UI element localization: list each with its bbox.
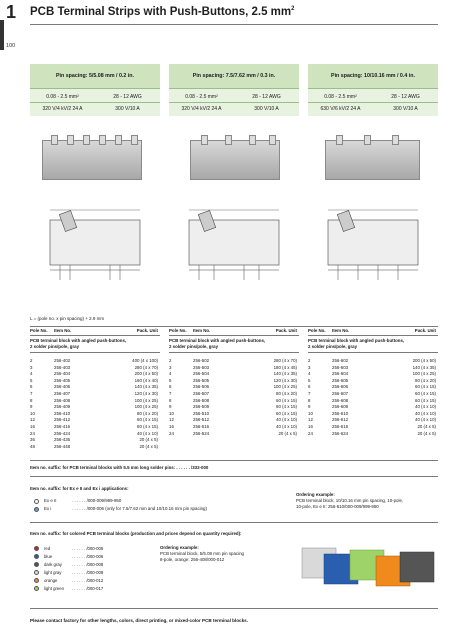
color-ordering-example: [160, 545, 244, 563]
column-header-item: Item No.: [332, 328, 350, 333]
header-rule: [308, 335, 438, 336]
pack-unit: 40 (4 x 10): [415, 410, 436, 416]
color-name: light green: [44, 586, 65, 591]
page-title-text: PCB Terminal Strips with Push-Buttons, 2.5 mm: [30, 6, 292, 18]
pole-count: 16: [308, 424, 313, 429]
ex-title: Item no. suffix: for Ex e II and Ex i applications:: [30, 486, 129, 491]
color-swatch-icon: [34, 546, 39, 551]
group-description-line-2: 2 solder pins/pole, gray: [308, 344, 358, 349]
item-number: 256-507: [193, 391, 210, 396]
pole-count: 12: [169, 417, 174, 423]
pack-unit: 140 (4 x 35): [412, 364, 436, 370]
group-description: [169, 338, 299, 350]
item-number: 256-504: [193, 371, 210, 377]
table-row: [308, 365, 438, 371]
pole-count: 5: [30, 377, 33, 383]
item-number: 256-508: [193, 397, 210, 403]
item-number: 256-412: [54, 417, 71, 423]
pole-count: 48: [30, 443, 35, 449]
item-number: 256-416: [54, 424, 71, 429]
suffix-note: Item no. suffix: for PCB terminal blocks with 5.5 mm long solder pins: . . . . . . /332-000: [30, 465, 209, 470]
pole-count: 2: [169, 358, 172, 363]
dimension-drawing-5mm: [30, 200, 160, 305]
pole-count: 12: [30, 417, 35, 423]
item-number: 256-448: [54, 443, 71, 449]
color-suffix: . . . . . . /000-012: [72, 578, 104, 583]
pole-count: 24: [30, 430, 35, 436]
table-row: [308, 358, 438, 364]
item-number: 256-505: [193, 377, 210, 383]
pole-count: 10: [169, 410, 174, 416]
ex-ordering-title: Ordering example:: [296, 492, 335, 497]
item-number: 256-624: [332, 430, 349, 436]
table-row: [30, 398, 160, 404]
item-number: 256-403: [54, 364, 71, 370]
ex-e-ii-label: Ex e II: [44, 498, 57, 503]
table-row: [169, 431, 299, 437]
item-number: 256-616: [332, 424, 349, 429]
table-row: [30, 371, 160, 377]
length-formula: L = (pole no. x pin spacing) + 2.9 mm: [30, 316, 105, 321]
pole-count: 5: [169, 377, 172, 383]
pole-count: 36: [30, 437, 35, 443]
page-number: 100: [6, 43, 16, 49]
table-row: [308, 404, 438, 410]
spec-awg: 28 - 12 AWG: [113, 94, 142, 100]
color-name: blue: [44, 554, 53, 559]
group-description-line-1: PCB terminal block with angled push-buttons,: [308, 338, 405, 343]
table-row: [30, 365, 160, 371]
table-row: [169, 358, 299, 364]
table-row: [169, 365, 299, 371]
spec-header: Pin spacing: 7.5/7.62 mm / 0.3 in.: [169, 64, 299, 88]
pole-count: 10: [30, 410, 35, 416]
pack-unit: 100 (4 x 25): [273, 384, 297, 390]
color-name: orange: [44, 578, 58, 583]
item-number: 256-604: [332, 371, 349, 377]
item-number: 256-512: [193, 417, 210, 423]
table-row: [30, 404, 160, 410]
pack-unit: 160 (4 x 40): [134, 377, 158, 383]
color-name: light gray: [44, 570, 62, 575]
pole-count: 8: [169, 397, 172, 403]
title-divider: [30, 24, 438, 25]
pack-unit: 60 (4 x 15): [415, 391, 436, 396]
table-row: [308, 411, 438, 417]
spec-cross-section: 0.08 - 2.5 mm²: [185, 94, 218, 100]
item-number: 256-607: [332, 391, 349, 396]
pole-count: 7: [30, 391, 33, 396]
pack-unit: 120 (4 x 30): [273, 377, 297, 383]
table-row: [169, 371, 299, 377]
item-number: 256-407: [54, 391, 71, 396]
table-row: [308, 431, 438, 437]
spec-awg: 28 - 12 AWG: [391, 94, 420, 100]
product-photos: [30, 130, 438, 190]
column-header-unit: Pack. Unit: [136, 328, 158, 333]
ex-i-label: Ex i: [44, 506, 52, 511]
spec-rating-iec: 630 V/6 kV/2 24 A: [320, 106, 361, 112]
item-number: 256-609: [332, 404, 349, 410]
table-row: [308, 378, 438, 384]
spec-rating-ul: 300 V/10 A: [254, 106, 279, 112]
color-swatch-icon: [34, 554, 39, 559]
table-bottom-rule: [30, 460, 438, 461]
color-name: red: [44, 546, 51, 551]
table-row: [30, 417, 160, 423]
column-header-pole: Pole No.: [169, 328, 187, 333]
footer-rule: [30, 608, 438, 609]
dimension-drawing-10mm: [308, 200, 438, 305]
pack-unit: 100 (4 x 25): [134, 397, 158, 403]
table-row: [308, 391, 438, 397]
color-ordering-line-2: 8-pole, orange: 256-408/000-012: [160, 557, 225, 562]
pole-count: 16: [169, 424, 174, 429]
pole-count: 2: [30, 358, 33, 363]
item-number: 256-516: [193, 424, 210, 429]
header-rule: [30, 335, 160, 336]
spec-rating-iec: 320 V/4 kV/2 24 A: [42, 106, 83, 112]
color-suffix: . . . . . . /000-006: [72, 554, 104, 559]
pack-unit: 100 (4 x 25): [412, 371, 436, 377]
item-number: 256-402: [54, 358, 71, 363]
item-number: 256-406: [54, 384, 71, 390]
table-row: [169, 398, 299, 404]
item-number: 256-510: [193, 410, 210, 416]
color-suffix: . . . . . . /000-008: [72, 562, 104, 567]
pack-unit: 60 (4 x 15): [137, 417, 158, 423]
group-description: [308, 338, 438, 350]
ex-i-suffix: . . . . . . /000-006 (only for 7.5/7.62 mm and 10/10.16 mm pin spacing): [72, 506, 207, 511]
pole-count: 9: [30, 404, 33, 410]
page-title-sup: 2: [291, 6, 295, 13]
pack-unit: 400 (4 x 100): [132, 358, 158, 363]
product-image-10mm: [325, 140, 420, 180]
group-description: [30, 338, 160, 350]
spec-rating-ul: 300 V/10 A: [115, 106, 140, 112]
pole-count: 6: [30, 384, 33, 390]
pole-count: 2: [308, 358, 311, 363]
pack-unit: 20 (4 x 5): [139, 437, 158, 443]
ex-ordering-example: [296, 492, 403, 510]
ex-ordering-line-1: PCB terminal block, 10/10.16 mm pin spacing, 10-pole,: [296, 498, 404, 503]
table-row: [30, 378, 160, 384]
spec-divider: [169, 88, 299, 89]
color-suffix: . . . . . . /000-005: [72, 546, 104, 551]
table-row: [308, 424, 438, 430]
spec-header: Pin spacing: 10/10.16 mm / 0.4 in.: [308, 64, 438, 88]
pack-unit: 140 (4 x 35): [273, 371, 297, 377]
column-header-item: Item No.: [54, 328, 72, 333]
pole-count: 3: [308, 364, 311, 370]
pole-count: 24: [308, 430, 313, 436]
color-ordering-title: Ordering example:: [160, 545, 199, 550]
color-swatch-icon: [34, 562, 39, 567]
pack-unit: 60 (4 x 15): [276, 397, 297, 403]
item-number: 256-408: [54, 397, 71, 403]
chapter-tab: [0, 20, 4, 50]
table-row: [30, 384, 160, 390]
spec-rating-ul: 300 V/10 A: [393, 106, 418, 112]
spec-header: Pin spacing: 5/5.08 mm / 0.2 in.: [30, 64, 160, 88]
item-number: 256-503: [193, 364, 210, 370]
pack-unit: 60 (4 x 15): [137, 424, 158, 429]
table-row: [30, 437, 160, 443]
pole-count: 7: [308, 391, 311, 396]
item-number: 256-502: [193, 358, 210, 363]
pack-unit: 40 (4 x 10): [415, 404, 436, 410]
item-number: 256-606: [332, 384, 349, 390]
product-image-7-5mm: [190, 140, 280, 180]
item-number: 256-436: [54, 437, 71, 443]
group-description-line-2: 2 solder pins/pole, gray: [169, 344, 219, 349]
column-header-item: Item No.: [193, 328, 211, 333]
table-row: [30, 431, 160, 437]
pole-count: 9: [169, 404, 172, 410]
spec-divider: [308, 102, 438, 103]
pack-unit: 140 (4 x 35): [134, 384, 158, 390]
spec-cross-section: 0.08 - 2.5 mm²: [46, 94, 79, 100]
table-row: [30, 411, 160, 417]
spec-divider: [308, 88, 438, 89]
spec-divider: [169, 102, 299, 103]
pole-count: 7: [169, 391, 172, 396]
pack-unit: 60 (4 x 15): [276, 404, 297, 410]
pole-count: 9: [308, 404, 311, 410]
header-rule: [169, 335, 299, 336]
table-row: [308, 371, 438, 377]
table-top-rule: [30, 326, 438, 327]
item-number: 256-602: [332, 358, 349, 363]
pole-count: 8: [308, 397, 311, 403]
group-description-line-1: PCB terminal block with angled push-buttons,: [30, 338, 127, 343]
pack-unit: 40 (4 x 10): [415, 417, 436, 423]
spec-column-1: [30, 64, 160, 116]
item-number: 256-405: [54, 377, 71, 383]
ex-e-ii-suffix: . . . . . . /000-009/999-950: [72, 498, 122, 503]
item-number: 256-509: [193, 404, 210, 410]
table-row: [308, 417, 438, 423]
color-suffix: . . . . . . /000-009: [72, 570, 104, 575]
colored-blocks-image: [300, 540, 438, 600]
color-name: dark gray: [44, 562, 62, 567]
pack-unit: 80 (4 x 20): [276, 391, 297, 396]
ex-i-marker-icon: [34, 507, 39, 512]
group-description-line-2: 2 solder pins/pole, gray: [30, 344, 80, 349]
item-number: 256-506: [193, 384, 210, 390]
description-rule: [30, 352, 160, 353]
pack-unit: 20 (4 x 5): [139, 443, 158, 449]
pack-unit: 280 (4 x 70): [273, 358, 297, 363]
table-row: [308, 384, 438, 390]
pack-unit: 40 (4 x 10): [276, 417, 297, 423]
pack-unit: 80 (4 x 20): [137, 410, 158, 416]
table-row: [30, 444, 160, 450]
table-row: [169, 411, 299, 417]
color-ordering-line-1: PCB terminal block, 5/5.08 mm pin spacing: [160, 551, 244, 556]
spec-cross-section: 0.08 - 2.5 mm²: [324, 94, 357, 100]
item-number: 256-603: [332, 364, 349, 370]
color-suffix: . . . . . . /000-017: [72, 586, 104, 591]
table-row: [30, 391, 160, 397]
dimension-drawing-7-5mm: [169, 200, 299, 305]
product-image-5mm: [42, 140, 142, 180]
pack-unit: 20 (4 x 5): [417, 424, 436, 429]
pole-count: 4: [30, 371, 33, 377]
spec-column-3: [308, 64, 438, 116]
section-rule: [30, 476, 438, 477]
table-row: [30, 358, 160, 364]
table-row: [169, 424, 299, 430]
table-row: [169, 417, 299, 423]
table-row: [169, 378, 299, 384]
pole-count: 24: [169, 430, 174, 436]
pack-unit: 80 (4 x 20): [415, 377, 436, 383]
color-title: Item no. suffix: for colored PCB terminal blocks (production and prices depend on quantity required):: [30, 531, 242, 536]
spec-divider: [30, 102, 160, 103]
pole-count: 4: [169, 371, 172, 377]
pack-unit: 180 (4 x 45): [273, 364, 297, 370]
table-row: [169, 404, 299, 410]
ex-ordering-line-2: 10-pole, Ex e II: 256-610/000-009/999-950: [296, 504, 379, 509]
pack-unit: 60 (4 x 15): [276, 410, 297, 416]
pole-count: 5: [308, 377, 311, 383]
pole-count: 6: [308, 384, 311, 390]
page-title: [30, 6, 294, 18]
pack-unit: 100 (4 x 25): [134, 404, 158, 410]
spec-table: [30, 64, 438, 116]
pack-unit: 40 (4 x 10): [137, 430, 158, 436]
pack-unit: 60 (4 x 15): [415, 397, 436, 403]
spec-column-2: [169, 64, 299, 116]
color-swatch-icon: [34, 586, 39, 591]
item-number: 256-605: [332, 377, 349, 383]
item-number: 256-610: [332, 410, 349, 416]
ex-e-ii-marker-icon: [34, 499, 39, 504]
chapter-number: 1: [6, 2, 17, 22]
pole-count: 12: [308, 417, 313, 423]
footer-note: Please contact factory for other lengths, colors, direct printing, or mixed-color PCB terminal blocks.: [30, 618, 248, 623]
item-number: 256-612: [332, 417, 349, 423]
pole-count: 3: [30, 364, 33, 370]
item-number: 256-424: [54, 430, 71, 436]
spec-awg: 28 - 12 AWG: [252, 94, 281, 100]
item-number: 256-608: [332, 397, 349, 403]
pole-count: 16: [30, 424, 35, 429]
pole-count: 8: [30, 397, 33, 403]
pole-count: 3: [169, 364, 172, 370]
pole-count: 6: [169, 384, 172, 390]
description-rule: [308, 352, 438, 353]
column-header-pole: Pole No.: [308, 328, 326, 333]
pack-unit: 20 (4 x 5): [278, 430, 297, 436]
spec-rating-iec: 320 V/4 kV/2 24 A: [181, 106, 222, 112]
pole-count: 4: [308, 371, 311, 377]
description-rule: [169, 352, 299, 353]
color-swatch-icon: [34, 578, 39, 583]
pack-unit: 20 (4 x 5): [417, 430, 436, 436]
pack-unit: 200 (4 x 50): [412, 358, 436, 363]
item-number: 256-524: [193, 430, 210, 436]
color-swatch-icon: [34, 570, 39, 575]
pack-unit: 60 (4 x 15): [415, 384, 436, 390]
table-row: [30, 424, 160, 430]
pole-count: 10: [308, 410, 313, 416]
column-header-pole: Pole No.: [30, 328, 48, 333]
item-number: 256-410: [54, 410, 71, 416]
spec-divider: [30, 88, 160, 89]
table-row: [308, 398, 438, 404]
section-rule: [30, 522, 438, 523]
pack-unit: 120 (4 x 30): [134, 391, 158, 396]
item-number: 256-409: [54, 404, 71, 410]
pack-unit: 40 (4 x 10): [276, 424, 297, 429]
pack-unit: 200 (4 x 50): [134, 371, 158, 377]
pack-unit: 280 (4 x 70): [134, 364, 158, 370]
table-row: [169, 384, 299, 390]
table-row: [169, 391, 299, 397]
column-header-unit: Pack. Unit: [414, 328, 436, 333]
item-number: 256-404: [54, 371, 71, 377]
group-description-line-1: PCB terminal block with angled push-buttons,: [169, 338, 266, 343]
column-header-unit: Pack. Unit: [275, 328, 297, 333]
